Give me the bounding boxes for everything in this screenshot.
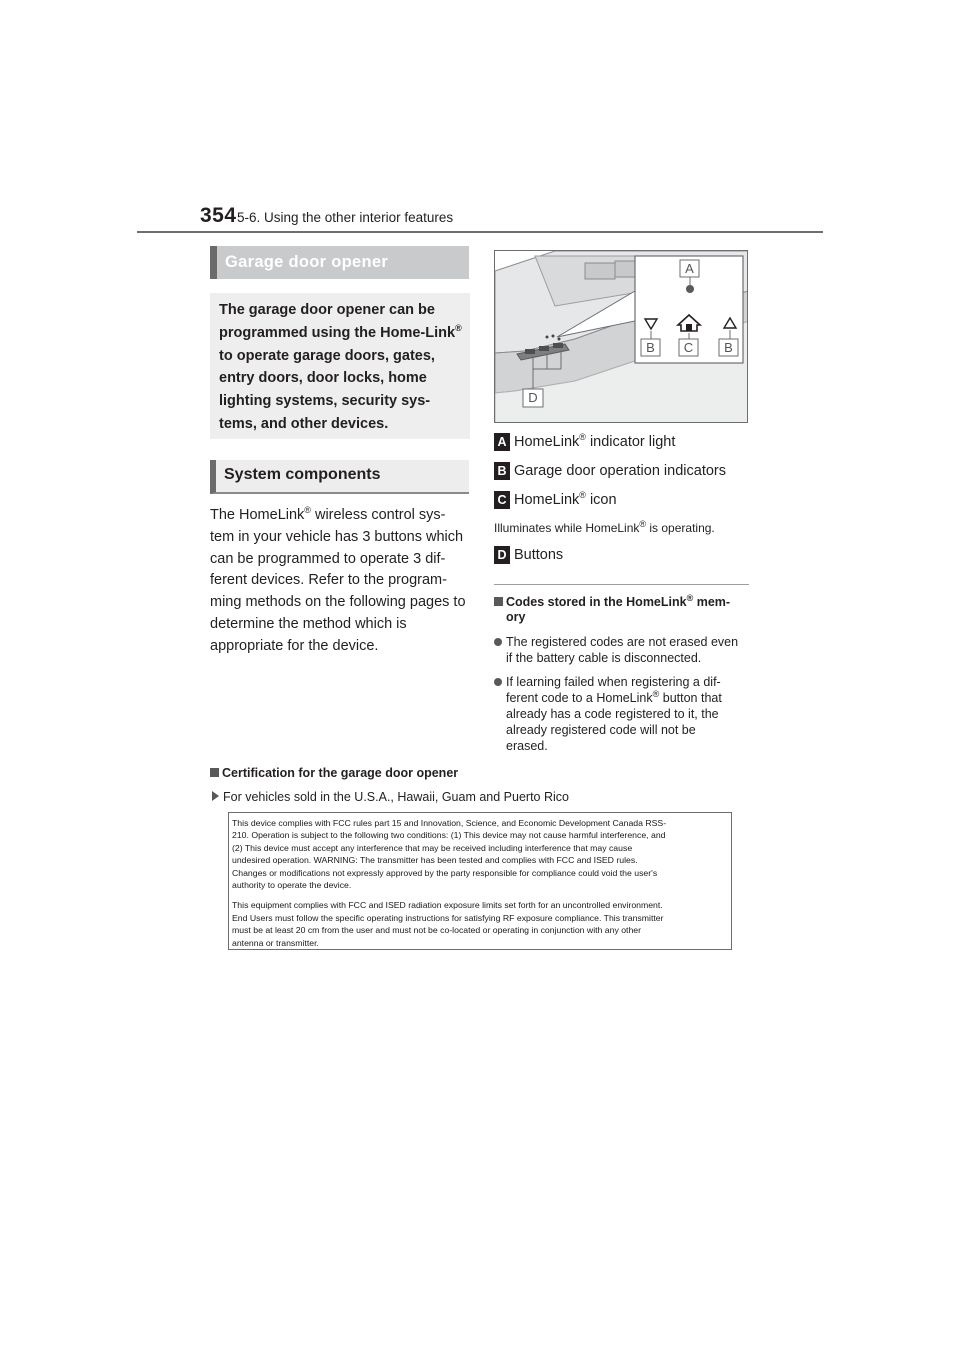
homelink-figure [494,250,748,423]
bullet1-line1: The registered codes are not erased even [506,635,739,649]
section-title: 5-6. Using the other interior features [237,210,454,225]
intro-text-1: The garage door opener can be programmed using the Home-Link [219,302,456,341]
legend-note-text: Illuminates while HomeLink [494,521,640,535]
fcc-p1-line3: (2) This device must accept any interference that may be received including interference that may cause [232,842,633,853]
fcc-p2-line4: antenna or transmitter. [232,937,319,948]
registered-mark: ® [455,322,462,333]
legend-item-a [494,433,750,453]
fcc-p1-line1: This device complies with FCC rules part 15 and Innovation, Science, and Economic Development Canada RSS- [232,818,667,828]
notes-divider [494,584,749,585]
bullet-note-1 [494,634,750,666]
fcc-p1-line5: Changes or modifications not expressly approved by the party responsible for compliance could void the user's [232,867,658,878]
registered-mark: ® [304,505,311,516]
registered-mark: ® [652,688,660,699]
codes-note [494,592,750,754]
bullet2-line1: If learning failed when registering a dif- [506,675,721,689]
garage-door-opener-heading [210,246,469,279]
body-text-2: wireless control sys-tem in your vehicle has 3 buttons which can be programmed to operate 3 dif-ferent devices. Refer to the program-ming methods on the following pages to determine the method which is appropriate for the device. [210,507,466,654]
callout-b-left-label: B [646,340,655,355]
fcc-statement-box [228,812,732,950]
legend-badge-b: B [494,462,510,480]
fcc-p1-line4: undesired operation. WARNING: The transmitter has been tested and complies with FCC and ISED rules. [232,855,638,866]
fcc-p2-line2: End Users must follow the specific operating instructions for satisfying RF exposure compliance. This transmitter [232,912,664,923]
codes-heading-line2: ory [506,610,526,624]
callout-a-label: A [685,261,694,276]
legend-item-d [494,546,750,566]
garage-door-opener-title: Garage door opener [225,253,389,271]
certification-subtitle-row [212,789,732,805]
certification-subtitle: For vehicles sold in the U.S.A., Hawaii, Guam and Puerto Rico [223,790,569,804]
bullet2-line5: erased. [506,739,548,753]
legend-item-b [494,462,750,482]
legend-text-a-rest: indicator light [585,434,676,450]
fcc-p1-line6: authority to operate the device. [232,880,352,891]
fcc-paragraph-2 [232,899,728,949]
legend-text-b: Garage door operation indicators [514,463,726,479]
header-rule [137,231,823,233]
legend-badge-a: A [494,433,510,451]
bullet1-line2: if the battery cable is disconnected. [506,651,702,665]
legend-note [494,521,750,535]
fcc-p2-line3: must be at least 20 cm from the user and must not be co-located or operating in conjunction with any other [232,925,642,936]
certification-title: Certification for the garage door opener [222,766,459,780]
bullet2-line2a: ferent code to a HomeLink [506,691,653,705]
fcc-p1-line2: 210. Operation is subject to the following two conditions: (1) This device may not cause harmful interference, and [232,830,666,841]
intro-text-2: to operate garage doors, gates, entry doors, door locks, home lighting systems, security sys-tems, and other devices. [219,347,435,432]
legend-text-d: Buttons [514,547,564,563]
intro-box [210,293,470,439]
bullet2-line2b: button that [659,691,722,705]
legend-note-rest: is operating. [646,521,715,535]
legend-badge-d: D [494,546,510,564]
callout-d-label: D [528,390,538,405]
page-number: 354 [200,204,237,227]
codes-heading [494,592,750,610]
registered-mark: ® [639,519,647,529]
bullet-dot-icon [494,678,502,686]
codes-heading-text-2: mem- [693,595,731,609]
codes-heading-text-1: Codes stored in the HomeLink [506,595,687,609]
bullet2-line4: already registered code will not be [506,723,696,737]
legend-item-c [494,491,750,511]
bullet2-line3: already has a code registered to it, the [506,707,719,721]
registered-mark: ® [579,490,586,501]
square-bullet-icon [494,597,503,606]
callout-c-label: C [683,340,694,355]
certification-heading [210,766,710,781]
bullet-dot-icon [494,638,502,646]
legend-text-c-rest: icon [585,492,617,508]
fcc-p2-line1: This equipment complies with FCC and ISED radiation exposure limits set forth for an uncontrolled environment. [232,900,663,911]
callout-b-right-label: B [724,340,733,355]
system-components-heading [210,460,469,494]
components-body [210,505,468,658]
legend-text-c: HomeLink [514,492,580,508]
bullet-note-2 [494,674,750,754]
square-bullet-icon [210,768,219,777]
legend-badge-c: C [494,491,510,509]
fcc-paragraph-1 [232,817,728,891]
system-components-title: System components [224,466,381,483]
triangle-arrow-icon [212,791,219,801]
registered-mark: ® [579,432,586,443]
legend-text-a: HomeLink [514,434,580,450]
body-text-1: The HomeLink [210,507,305,523]
registered-mark: ® [686,592,694,603]
